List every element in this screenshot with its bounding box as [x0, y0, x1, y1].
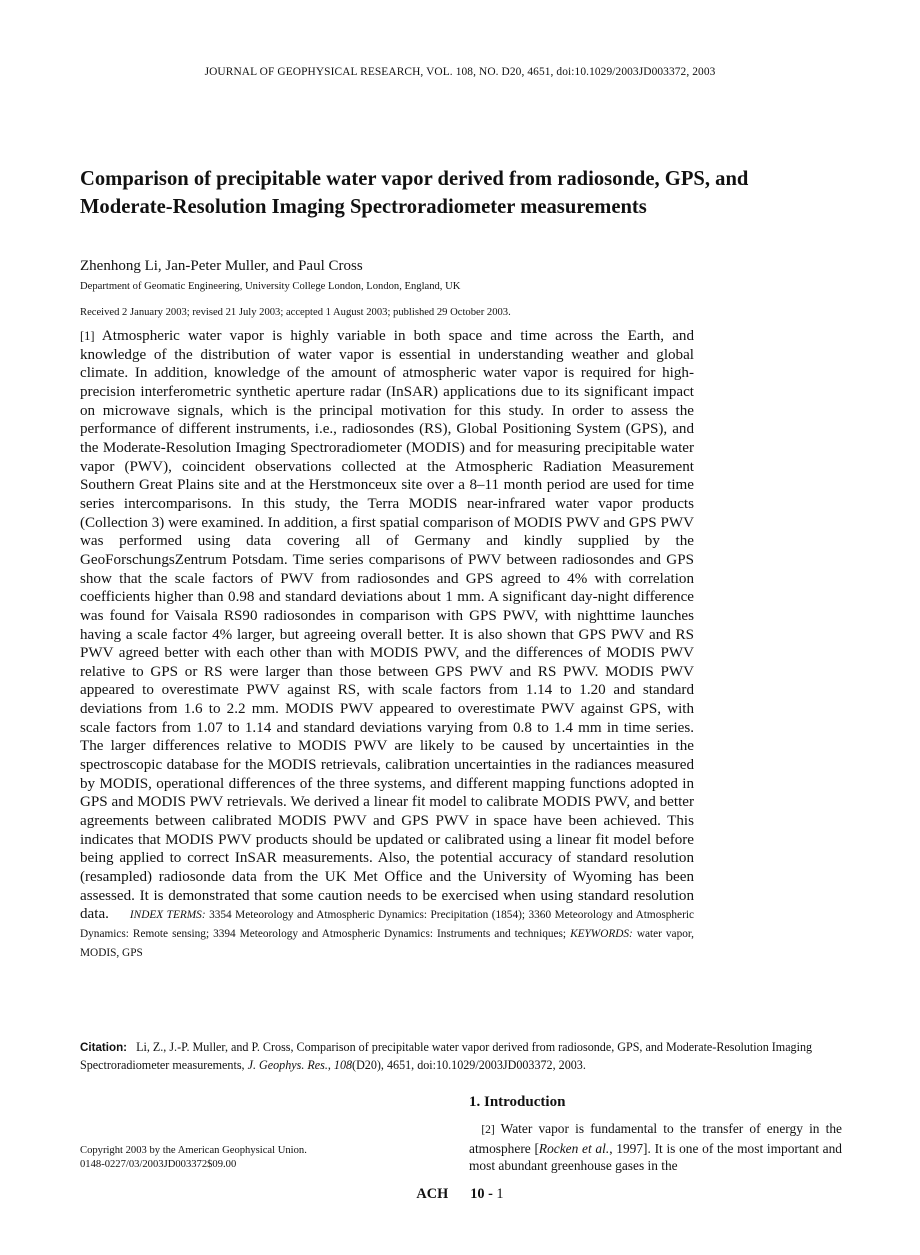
- citation-text: Li, Z., J.-P. Muller, and P. Cross, Comparison of precipitable water vapor derived from radiosonde, GPS, and Moderate-Resolution Imaging Spectroradiometer measurements,: [80, 1040, 813, 1072]
- index-terms-label: INDEX TERMS:: [129, 909, 206, 922]
- citation-volume: 108: [333, 1057, 353, 1072]
- issn-line: 0148-0227/03/2003JD003372$09.00: [80, 1159, 237, 1170]
- affiliation: Department of Geomatic Engineering, University College London, London, England, UK: [80, 281, 461, 292]
- citation-label: Citation:: [80, 1041, 128, 1054]
- authors: Zhenhong Li, Jan-Peter Muller, and Paul Cross: [80, 258, 363, 274]
- intro-reference: Rocken et al.: [538, 1140, 610, 1156]
- footer-page: 10 -: [470, 1186, 493, 1202]
- intro-text-end: , 1997]. It is one of the most important and most abundant greenhouse gases in the: [469, 1140, 843, 1174]
- introduction-paragraph: [469, 1120, 842, 1175]
- copyright: [80, 1144, 307, 1172]
- abstract-text: Atmospheric water vapor is highly variable in both space and time across the Earth, and knowledge of the distribution of water vapor is essential in understanding weather and global climate. In addition, knowledge of the amount of atmospheric water vapor is required for high-precision interferometric synthetic aperture radar (InSAR) applications due to its significant impact on microwave signals, which is the principal motivation for this study. In order to assess the performance of different instruments, i.e., radiosondes (RS), Global Positioning System (GPS), and the Moderate-Resolution Imaging Spectroradiometer (MODIS) and for measuring precipitable water vapor (PWV), coincident observations collected at the Atmospheric Radiation Measurement Southern Great Plains site and at the Herstmonceux site over a 8–11 month period are used for time series intercomparisons. In this study, the Terra MODIS near-infrared water vapor products (Collection 3) were examined. In addition, a first spatial comparison of MODIS PWV and GPS PWV was performed using data covering all of Germany and kindly supplied by the GeoForschungsZentrum Potsdam. Time series comparisons of PWV between radiosondes and GPS show that the scale factors of PWV from radiosondes and GPS agreed to 4% with correlation coefficients higher than 0.98 and standard deviations about 1 mm. A significant day-night difference was found for Vaisala RS90 radiosondes in comparison with GPS PWV, with nighttime launches having a scale factor 4% larger, but agreeing overall better. It is also shown that GPS PWV and RS PWV agreed better with each other than with MODIS PWV, and the differences of MODIS PWV relative to GPS or RS were larger than those between GPS PWV and RS PWV. MODIS PWV appeared to overestimate PWV against RS, with scale factors from 1.14 to 1.20 and standard deviations from 1.6 to 2.2 mm. MODIS PWV appeared to overestimate PWV against GPS, with scale factors from 1.07 to 1.14 and standard deviations varying from 0.8 to 1.4 mm in time series. The larger differences relative to MODIS PWV are likely to be caused by uncertainties in the spectroscopic database for the MODIS retrievals, calibration uncertainties in the radiances measured by MODIS, operational differences of the three systems, and different mapping functions adopted in GPS and MODIS PWV retrievals. We derived a linear fit model to calibrate MODIS PWV, and better agreements between calibrated MODIS PWV and GPS PWV in space have been achieved. This indicates that MODIS PWV products should be updated or calibrated using a linear fit model before being applied to correct InSAR measurements. Also, the potential accuracy of standard resolution (resampled) radiosonde data from the UK Met Office and the University of Wyoming has been assessed. It is demonstrated that some caution needs to be exercised when using standard resolution data.: [80, 328, 694, 923]
- copyright-line: Copyright 2003 by the American Geophysical Union.: [80, 1145, 307, 1156]
- citation-journal: J. Geophys. Res.: [247, 1057, 328, 1072]
- citation-details: (D20), 4651, doi:10.1029/2003JD003372, 2003.: [352, 1057, 586, 1072]
- received-dates: Received 2 January 2003; revised 21 July 2003; accepted 1 August 2003; published 29 October 2003.: [80, 307, 511, 318]
- keywords: water vapor, MODIS, GPS: [80, 928, 694, 960]
- footer-page-sub: 1: [496, 1186, 504, 1202]
- abstract-paragraph-number: [1]: [80, 329, 95, 343]
- citation: Citation: Li, Z., J.-P. Muller, and P. Cross, Comparison of precipitable water vapor derived from radiosonde, GPS, and Moderate-Resolution Imaging Spectroradiometer measurements, J. Geophys. Res., 108(D20), 4651, doi:10.1029/2003JD003372, 2003.: [80, 1040, 813, 1072]
- intro-text-start: Water vapor is fundamental to the transfer of energy in the atmosphere [: [469, 1121, 843, 1156]
- keywords-label: KEYWORDS:: [570, 928, 633, 941]
- article-title: Comparison of precipitable water vapor derived from radiosonde, GPS, and Moderate-Resolution Imaging Spectroradiometer measurements: [80, 168, 749, 218]
- footer-label: ACH: [416, 1186, 449, 1202]
- abstract: [80, 327, 694, 962]
- section-heading-introduction: 1. Introduction: [469, 1094, 566, 1110]
- running-header: JOURNAL OF GEOPHYSICAL RESEARCH, VOL. 108, NO. D20, 4651, doi:10.1029/2003JD003372, 2003: [204, 66, 716, 78]
- intro-paragraph-number: [2]: [481, 1124, 495, 1136]
- index-terms: 3354 Meteorology and Atmospheric Dynamics: Precipitation (1854); 3360 Meteorology and Atmospheric Dynamics: Remote sensing; 3394 Meteorology and Atmospheric Dynamics: Instruments and techniques;: [80, 909, 694, 941]
- page-footer: [0, 1186, 920, 1203]
